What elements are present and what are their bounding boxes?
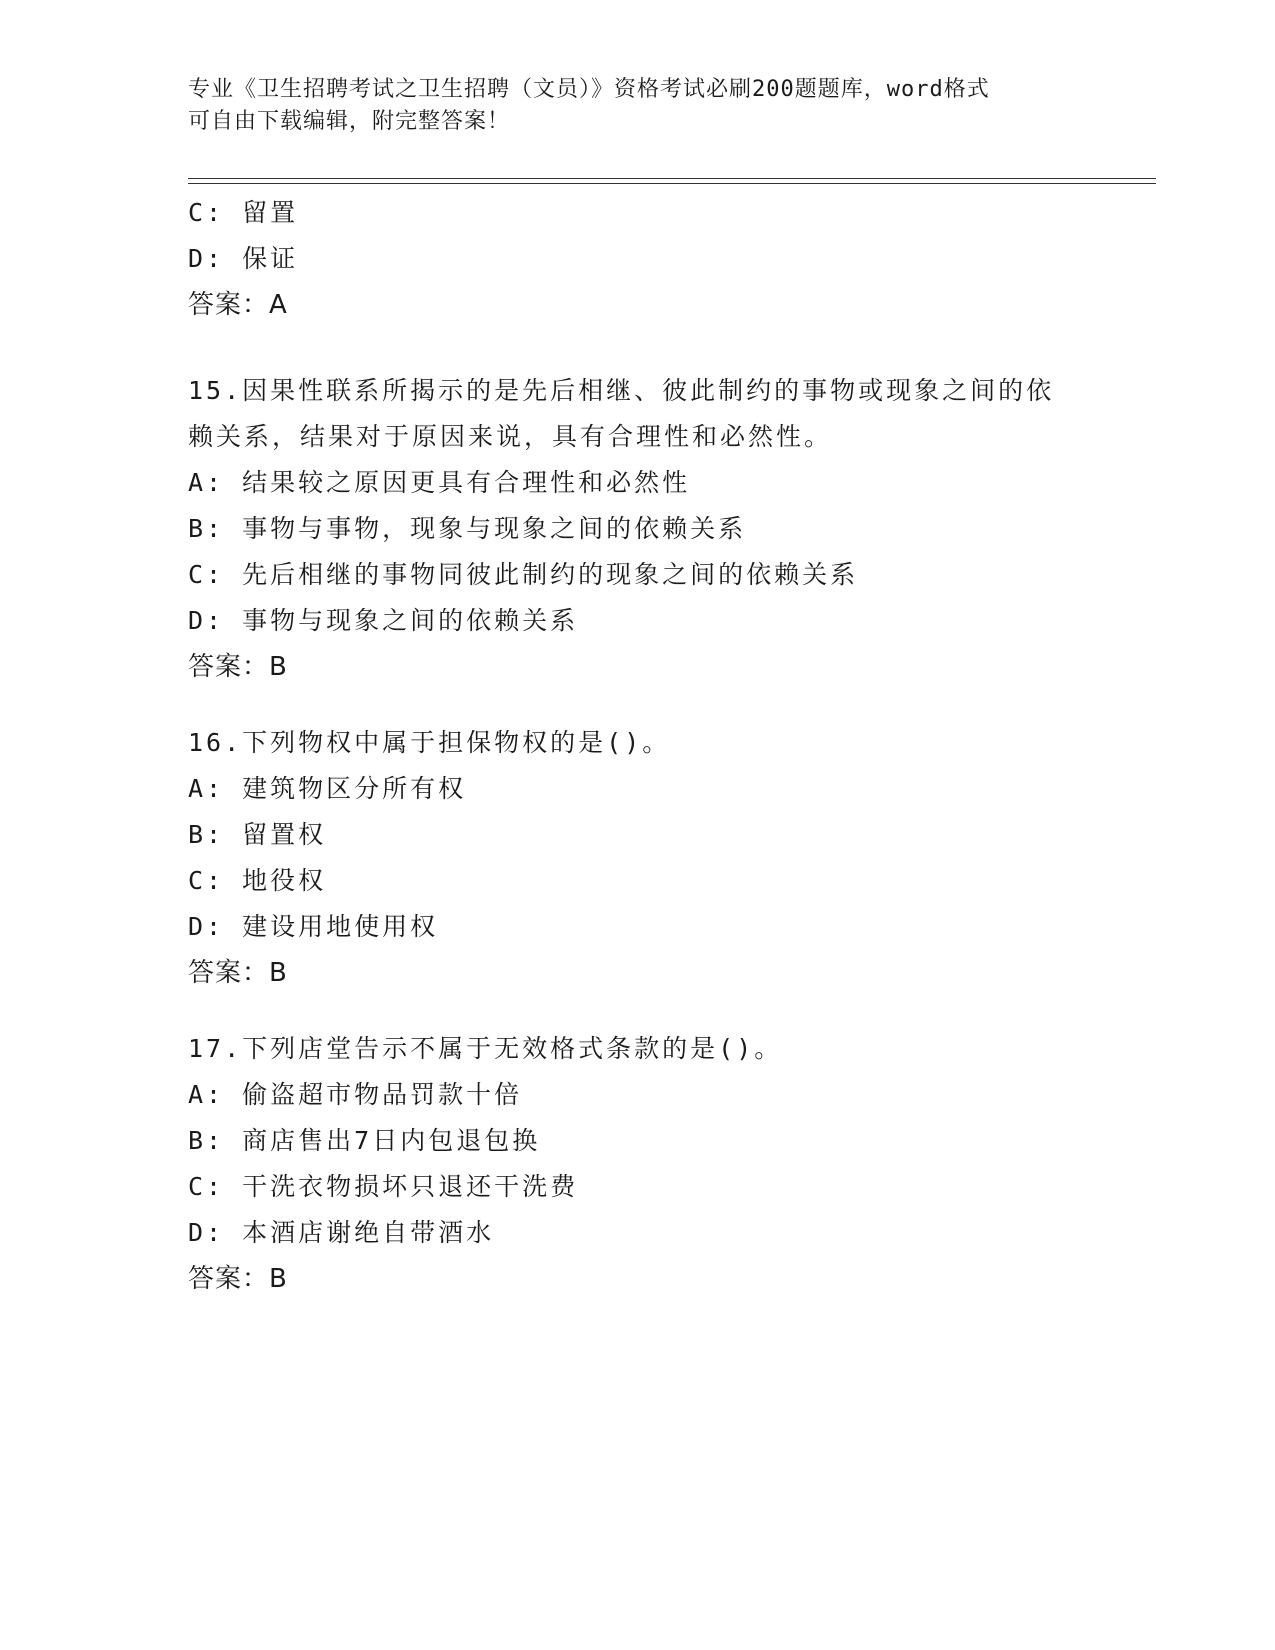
option-d: D: 事物与现象之间的依赖关系 bbox=[188, 606, 579, 635]
header-title-line-1: 专业《卫生招聘考试之卫生招聘（文员）》资格考试必刷200题题库，word格式 bbox=[188, 77, 990, 102]
question-17 bbox=[188, 1026, 1088, 1302]
option-d: D: 本酒店谢绝自带酒水 bbox=[188, 1218, 495, 1247]
option-d: D: 保证 bbox=[188, 244, 299, 273]
option-a: A: 结果较之原因更具有合理性和必然性 bbox=[188, 468, 691, 497]
answer-line: 答案：B bbox=[188, 958, 288, 988]
question-stem-line: 16.下列物权中属于担保物权的是()。 bbox=[188, 728, 671, 757]
option-c: C: 地役权 bbox=[188, 866, 327, 895]
option-a: A: 偷盗超市物品罚款十倍 bbox=[188, 1080, 523, 1109]
question-15 bbox=[188, 368, 1088, 690]
question-stem-line: 17.下列店堂告示不属于无效格式条款的是()。 bbox=[188, 1034, 783, 1063]
option-a: A: 建筑物区分所有权 bbox=[188, 774, 467, 803]
option-b: B: 留置权 bbox=[188, 820, 327, 849]
option-b: B: 商店售出7日内包退包换 bbox=[188, 1126, 541, 1155]
option-c: C: 先后相继的事物同彼此制约的现象之间的依赖关系 bbox=[188, 560, 859, 589]
page-header bbox=[188, 74, 1088, 138]
answer-line: 答案：A bbox=[188, 290, 288, 320]
question-stem-line: 15.因果性联系所揭示的是先后相继、彼此制约的事物或现象之间的依 bbox=[188, 376, 1055, 405]
header-title-line-2: 可自由下载编辑，附完整答案！ bbox=[188, 109, 511, 134]
question-14-continued bbox=[188, 190, 1088, 328]
option-d: D: 建设用地使用权 bbox=[188, 912, 439, 941]
header-divider bbox=[188, 178, 1156, 184]
question-16 bbox=[188, 720, 1088, 996]
option-c: C: 干洗衣物损坏只退还干洗费 bbox=[188, 1172, 579, 1201]
answer-line: 答案：B bbox=[188, 1264, 288, 1294]
document-body bbox=[188, 190, 1088, 1302]
answer-line: 答案：B bbox=[188, 652, 288, 682]
question-stem-line: 赖关系，结果对于原因来说，具有合理性和必然性。 bbox=[188, 422, 833, 451]
option-c: C: 留置 bbox=[188, 198, 299, 227]
option-b: B: 事物与事物，现象与现象之间的依赖关系 bbox=[188, 514, 747, 543]
